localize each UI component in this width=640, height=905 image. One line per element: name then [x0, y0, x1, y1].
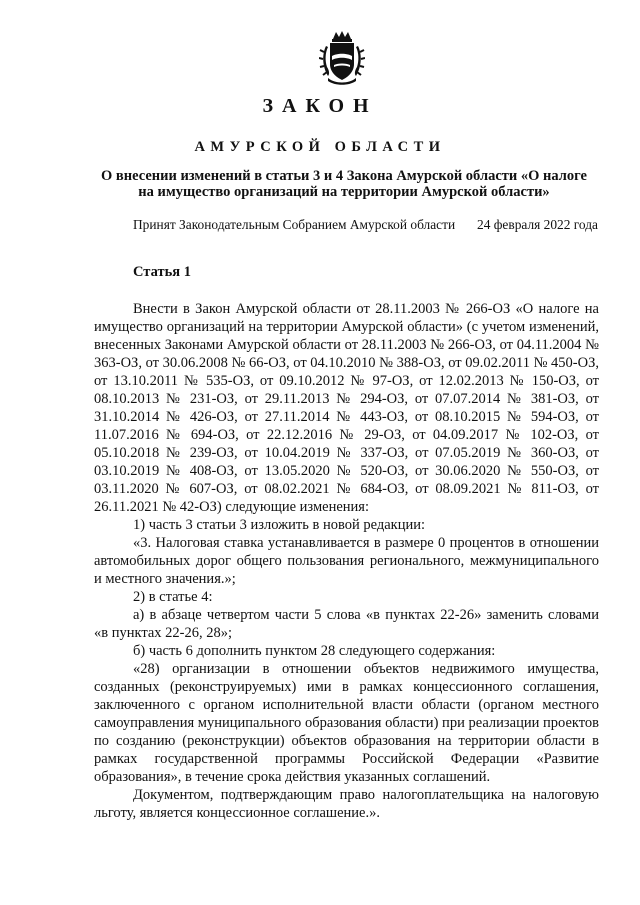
- article-paragraph: Внести в Закон Амурской области от 28.11.2003 № 266-ОЗ «О налоге на имущество организаций на территории Амурской области» (с учетом изменений, внесенных Законами Амурской области от 28.11.2003 № 266-ОЗ, от 04.11.2004 № 363-ОЗ, от 30.06.2008 № 66-ОЗ, от 04.10.2010 № 388-ОЗ, от 09.02.2011 № 450-ОЗ, от 13.10.2011 № 535-ОЗ, от 09.10.2012 № 97-ОЗ, от 12.02.2013 № 150-ОЗ, от 08.10.2013 № 231-ОЗ, от 29.11.2013 № 294-ОЗ, от 07.07.2014 № 381-ОЗ, от 31.10.2014 № 426-ОЗ, от 27.11.2014 № 443-ОЗ, от 08.10.2015 № 594-ОЗ, от 11.07.2016 № 694-ОЗ, от 22.12.2016 № 29-ОЗ, от 04.09.2017 № 102-ОЗ, от 05.10.2018 № 239-ОЗ, от 10.04.2019 № 337-ОЗ, от 07.05.2019 № 360-ОЗ, от 03.10.2019 № 408-ОЗ, от 13.05.2020 № 520-ОЗ, от 30.06.2020 № 550-ОЗ, от 03.11.2020 № 607-ОЗ, от 08.02.2021 № 684-ОЗ, от 08.09.2021 № 811-ОЗ, от 26.11.2021 № 42-ОЗ) следующие изменения:: [94, 301, 599, 515]
- document-title: ЗАКОН: [262, 95, 378, 117]
- article-paragraph: «3. Налоговая ставка устанавливается в размере 0 процентов в отношении автомобильных дорог общего пользования регионального, межмуниципального и местного значения.»;: [94, 535, 599, 587]
- article-paragraph: Документом, подтверждающим право налогоплательщика на налоговую льготу, является концессионное соглашение.».: [94, 787, 599, 821]
- article-paragraph: «28) организации в отношении объектов недвижимого имущества, созданных (реконструируемых) ими в рамках концессионного соглашения, заключенного с органом исполнительной власти области (органом местного самоуправления муниципального образования области) при реализации проектов по созданию (реконструкции) объектов образования на территории области в рамках государственной программы Российской Федерации «Развитие образования», в течение срока действия указанных соглашений.: [94, 661, 599, 785]
- adoption-line: [133, 217, 598, 233]
- document-subtitle: АМУРСКОЙ ОБЛАСТИ: [194, 139, 446, 155]
- adoption-text: Принят Законодательным Собранием Амурской области: [133, 217, 456, 232]
- article-paragraph: 2) в статье 4:: [133, 589, 213, 605]
- article-paragraph: а) в абзаце четвертом части 5 слова «в пунктах 22-26» заменить словами «в пунктах 22-26, 28»;: [94, 607, 599, 641]
- article-paragraph: б) часть 6 дополнить пунктом 28 следующего содержания:: [133, 643, 496, 659]
- law-name: О внесении изменений в статьи 3 и 4 Закона Амурской области «О налоге на имущество организаций на территории Амурской области»: [101, 168, 587, 200]
- article-heading: Статья 1: [133, 264, 191, 280]
- adoption-date: 24 февраля 2022 года: [477, 217, 598, 232]
- article-paragraph: 1) часть 3 статьи 3 изложить в новой редакции:: [133, 517, 426, 533]
- coat-of-arms-icon: [319, 30, 365, 86]
- article-body: [94, 300, 599, 822]
